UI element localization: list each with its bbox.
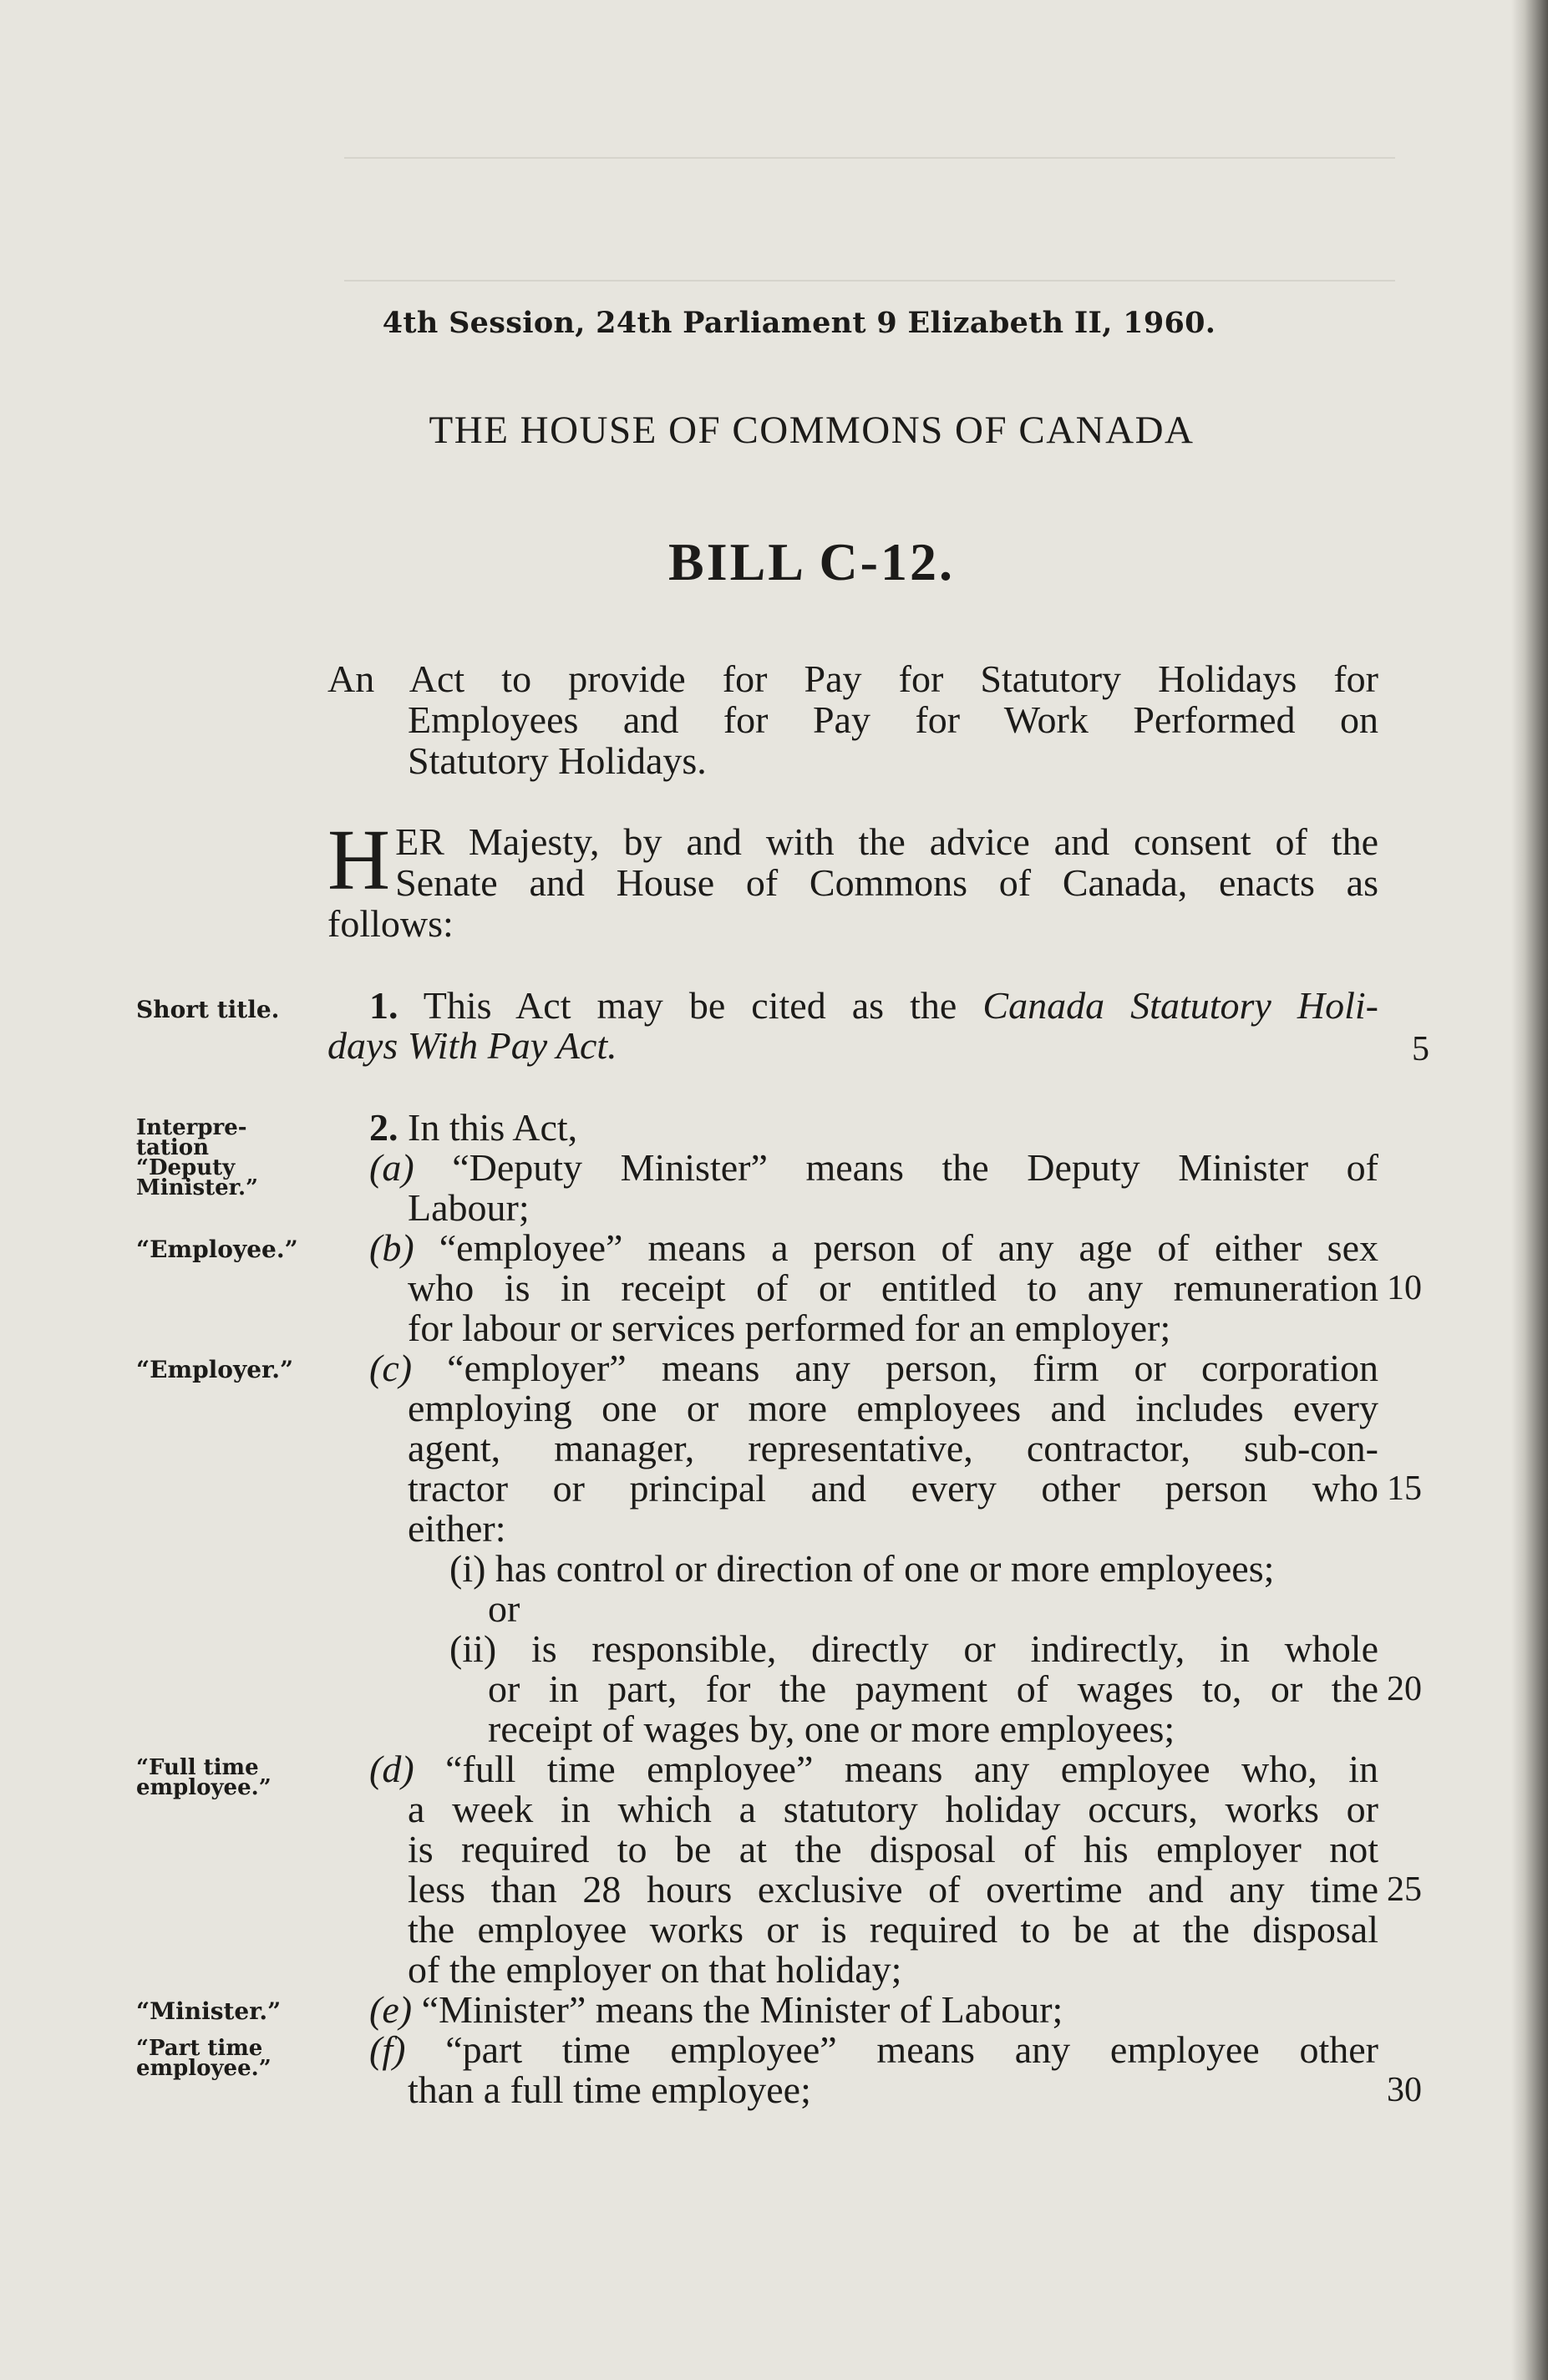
- definition-d-line-6: of the employer on that holiday;: [408, 1948, 902, 1991]
- margin-note-full-time: “Full time employee.”: [136, 1755, 272, 1800]
- margin-note-employer: “Employer.”: [136, 1356, 294, 1383]
- enacting-clause: [327, 812, 1378, 945]
- line-number-5: 5: [1412, 1030, 1429, 1068]
- definition-c-ii-line-3: receipt of wages by, one or more employees;: [488, 1708, 1175, 1750]
- bill-number: BILL C-12.: [668, 532, 955, 591]
- margin-note-interpretation: Interpre- tation “Deputy Minister.”: [136, 1115, 258, 1200]
- definition-c-line-4: tractor or principal and every other person who: [408, 1467, 1378, 1510]
- definition-c-line-3: agent, manager, representative, contractor, sub-con-: [408, 1427, 1378, 1469]
- enacting-line-3: follows:: [327, 902, 454, 945]
- definition-c-i-label: (i): [449, 1547, 486, 1590]
- margin-note-short-title: Short title.: [136, 996, 280, 1023]
- definition-b-line-3: for labour or services performed for an employer;: [408, 1307, 1171, 1349]
- definition-a-label: (a): [369, 1146, 414, 1189]
- definition-d-line-4: less than 28 hours exclusive of overtime and any time: [408, 1868, 1378, 1911]
- session-line: 4th Session, 24th Parliament 9 Elizabeth II, 1960.: [382, 306, 1216, 340]
- long-title-line-2: Employees and for Pay for Work Performed on: [408, 698, 1378, 741]
- margin-note-employee: “Employee.”: [136, 1236, 298, 1263]
- long-title-line-3: Statutory Holidays.: [408, 739, 707, 782]
- definition-e-label: (e): [369, 1988, 413, 2031]
- definition-a-line-2: Labour;: [408, 1186, 530, 1229]
- margin-note-part-time: “Part time employee.”: [136, 2036, 272, 2081]
- definition-d-line-1: (d) “full time employee” means any employee who, in: [369, 1748, 1379, 1790]
- section-2-intro: In this Act,: [408, 1106, 578, 1149]
- definition-b-label: (b): [369, 1226, 414, 1269]
- section-1-text: This Act may be cited as the: [423, 984, 983, 1027]
- definition-c-ii-line-1: (ii) is responsible, directly or indirectly, in whole: [449, 1627, 1379, 1670]
- definition-f-line-2: than a full time employee;: [408, 2068, 811, 2111]
- line-number-25: 25: [1387, 1870, 1422, 1909]
- section-2-intro-line: [327, 1108, 1378, 1148]
- definition-c-ii-line-2: or in part, for the payment of wages to, or the: [488, 1667, 1378, 1710]
- enacting-line-1: ER Majesty, by and with the advice and consent of the: [395, 820, 1378, 863]
- definition-c-i-line: (i) has control or direction of one or more employees;: [449, 1547, 1275, 1590]
- line-number-15: 15: [1387, 1469, 1422, 1508]
- house-title: THE HOUSE OF COMMONS OF CANADA: [429, 409, 1195, 452]
- section-1-act-name-part-1: Canada Statutory Holi-: [982, 984, 1378, 1027]
- section-2-number: 2.: [369, 1106, 398, 1149]
- definition-c-label: (c): [369, 1347, 413, 1389]
- definition-c-line-1: (c) “employer” means any person, firm or corporation: [369, 1347, 1378, 1389]
- section-1: [327, 986, 1378, 1066]
- line-number-30: 30: [1387, 2071, 1422, 2109]
- line-number-20: 20: [1387, 1670, 1422, 1708]
- definition-d-label: (d): [369, 1748, 414, 1790]
- second-rule: [344, 280, 1395, 282]
- top-rule: [344, 157, 1395, 159]
- definition-c-ii-label: (ii): [449, 1627, 497, 1670]
- line-number-10: 10: [1387, 1269, 1422, 1307]
- long-title-line-1: An Act to provide for Pay for Statutory Holidays for: [327, 657, 1378, 700]
- definition-d-line-3: is required to be at the disposal of his employer not: [408, 1828, 1378, 1870]
- definition-b-line-1: (b) “employee” means a person of any age of either sex: [369, 1226, 1378, 1269]
- definition-b-line-2: who is in receipt of or entitled to any remuneration: [408, 1266, 1378, 1309]
- margin-note-minister: “Minister.”: [136, 1997, 282, 2025]
- page-binding-edge: [1511, 0, 1548, 2380]
- definition-c-line-2: employing one or more employees and includes every: [408, 1387, 1378, 1429]
- section-1-line-2: [327, 1026, 1378, 1066]
- definition-f-line-1: (f) “part time employee” means any employee other: [369, 2028, 1379, 2071]
- definition-c-or: or: [488, 1587, 520, 1630]
- definition-d-line-5: the employee works or is required to be at the disposal: [408, 1908, 1378, 1951]
- section-1-line-1: [327, 986, 1378, 1026]
- section-1-act-name-part-2: days With Pay Act.: [327, 1024, 617, 1067]
- enacting-line-2: Senate and House of Commons of Canada, enacts as: [395, 861, 1378, 904]
- definition-d-line-2: a week in which a statutory holiday occurs, works or: [408, 1788, 1378, 1830]
- definition-e-line-1: (e) “Minister” means the Minister of Labour;: [369, 1988, 1063, 2031]
- definition-a-line-1: (a) “Deputy Minister” means the Deputy Minister of: [369, 1146, 1378, 1189]
- long-title: [327, 658, 1378, 781]
- definition-c-line-5: either:: [408, 1507, 506, 1550]
- drop-cap: H: [327, 812, 391, 908]
- section-2: [327, 1108, 1378, 2110]
- definition-f-label: (f): [369, 2028, 406, 2071]
- section-1-number: 1.: [369, 984, 398, 1027]
- margin-note-deputy-minister: “Deputy: [136, 1155, 236, 1180]
